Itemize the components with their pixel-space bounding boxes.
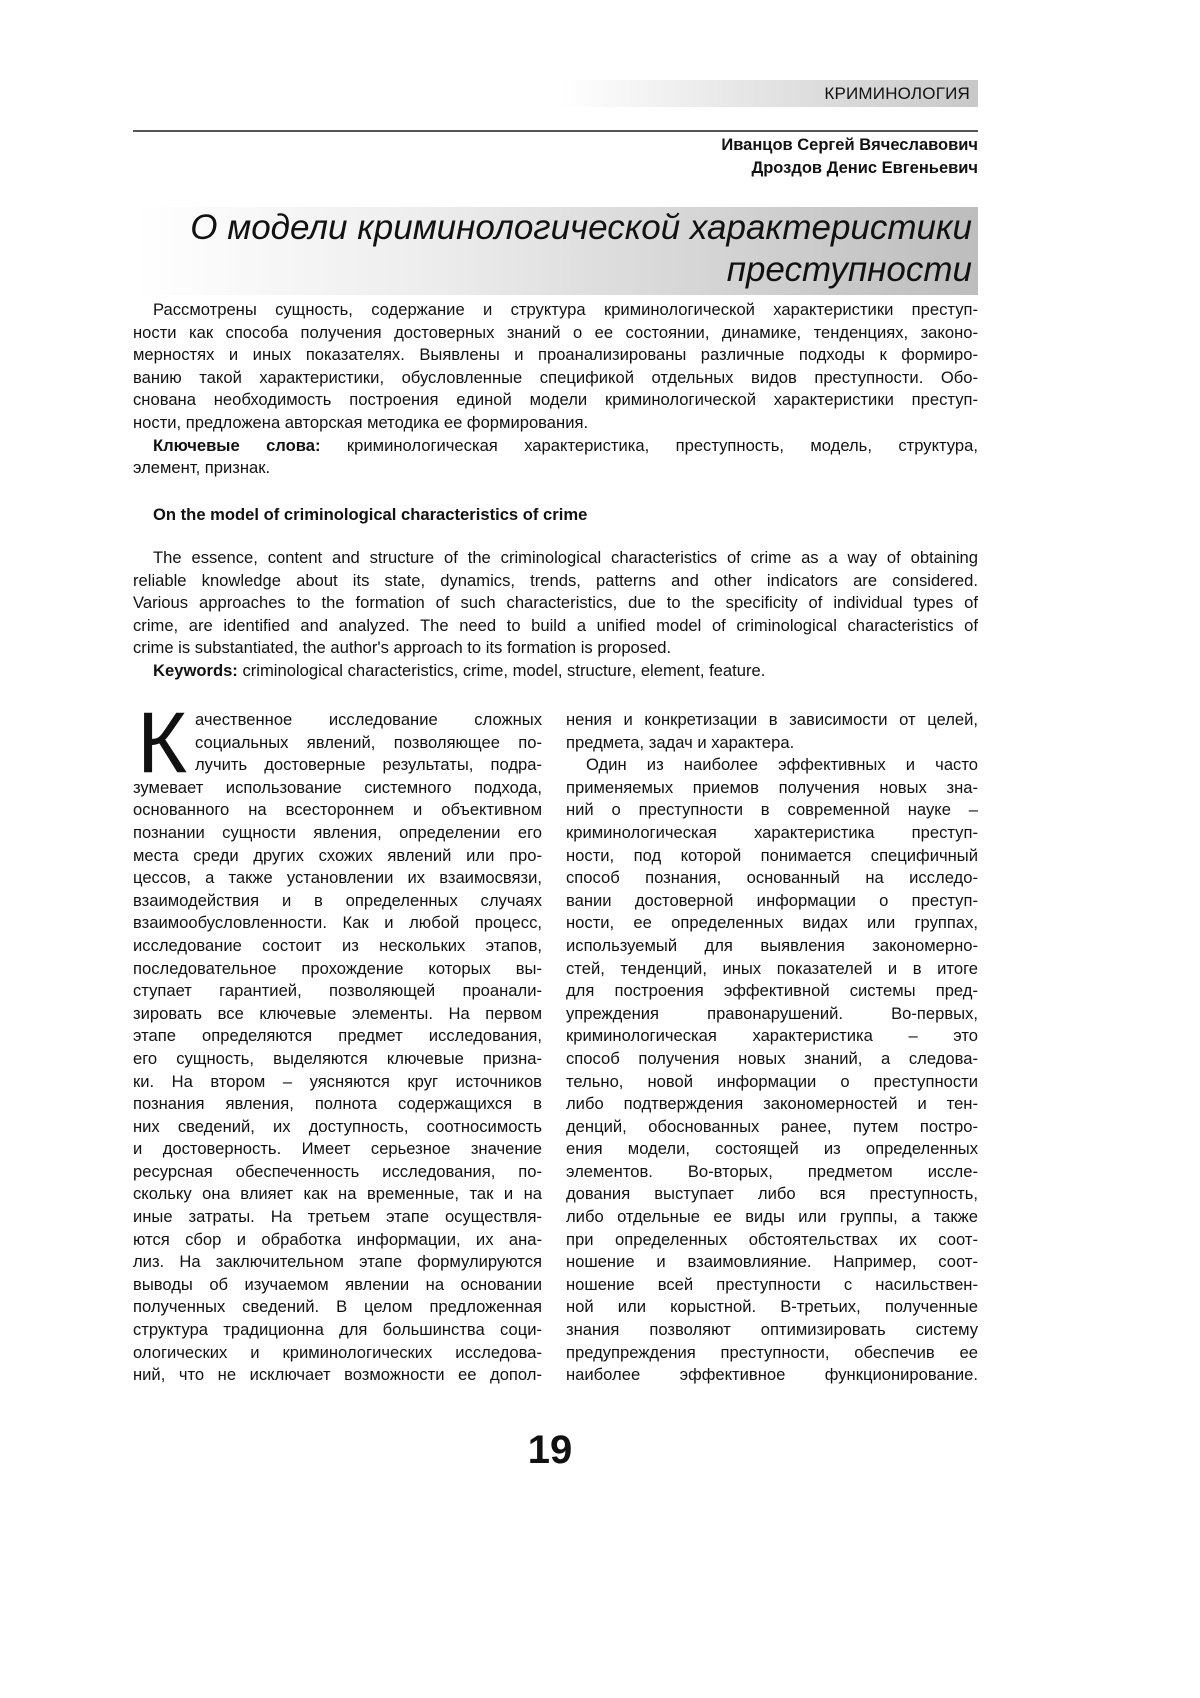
- author-1: Иванцов Сергей Вячеславович: [721, 136, 978, 155]
- text-line: [566, 935, 978, 958]
- line-text: либо отдельные ее виды или группы, а также: [566, 1207, 978, 1226]
- line-text: ступает гарантией, позволяющей проанали-: [133, 981, 542, 1000]
- line-text: знания позволяют оптимизировать систему: [566, 1320, 978, 1339]
- text-line: [133, 1071, 542, 1094]
- line-text: зумевает использование системного подхода,: [133, 778, 542, 797]
- line-text: элементов. Во-вторых, предметом иссле-: [566, 1162, 978, 1181]
- text-line: [133, 958, 542, 981]
- text-line: [566, 1048, 978, 1071]
- text-line: [566, 1093, 978, 1116]
- line-text: либо подтверждения закономерностей и тен-: [566, 1094, 978, 1113]
- column-right: [566, 709, 978, 1387]
- section-header: [560, 80, 978, 107]
- line-text: ения модели, состоящей из определенных: [566, 1139, 978, 1158]
- line-text: Various approaches to the formation of such characteristics, due to the specificity of individual types of: [133, 593, 978, 612]
- line-text: выводы об изучаемом явлении на основании: [133, 1275, 542, 1294]
- text-line: [133, 547, 978, 570]
- line-text: последовательное прохождение которых вы-: [133, 959, 542, 978]
- line-text: тельно, новой информации о преступности: [566, 1072, 978, 1091]
- text-line: [133, 1364, 542, 1387]
- text-line: [566, 1025, 978, 1048]
- text-line: [133, 1206, 542, 1229]
- text-line: [133, 777, 542, 800]
- header-rule: [133, 130, 978, 132]
- line-text: мерностях и иных показателях. Выявлены и проанализированы различные подходы к формиро-: [133, 345, 978, 364]
- line-text: познания явления, полнота содержащихся в: [133, 1094, 542, 1113]
- keywords-label: Ключевые слова:: [153, 436, 321, 455]
- line-text: элемент, признак.: [133, 458, 270, 477]
- line-text: применяемых приемов получения новых зна-: [566, 778, 978, 797]
- text-line: [566, 754, 978, 777]
- line-text: основанного на всестороннем и объективном: [133, 800, 542, 819]
- line-text: иные затраты. На третьем этапе осуществля-: [133, 1207, 542, 1226]
- line-text: способ познания, основанный на исследо-: [566, 868, 978, 887]
- text-line: [133, 1161, 542, 1184]
- line-text: ются сбор и обработка информации, их ана-: [133, 1230, 542, 1249]
- line-text: ности как способа получения достоверных знаний о ее состоянии, динамике, тенденциях, законо-: [133, 323, 978, 342]
- text-line: [566, 1251, 978, 1274]
- title-line-1: О модели криминологической характеристики: [133, 207, 978, 249]
- line-text: криминологическая характеристика, преступность, модель, структура,: [321, 436, 978, 455]
- text-line: [133, 1229, 542, 1252]
- text-line: [133, 1116, 542, 1139]
- line-text: ки. На втором – уясняются круг источников: [133, 1072, 542, 1091]
- line-text: для построения эффективной системы пред-: [566, 981, 978, 1000]
- text-line: [566, 845, 978, 868]
- text-line: [133, 799, 542, 822]
- line-text: познании сущности явления, определении его: [133, 823, 542, 842]
- section-label: КРИМИНОЛОГИЯ: [824, 84, 970, 104]
- text-line: [566, 1138, 978, 1161]
- line-text: снована необходимость построения единой модели криминологической характеристики преступ-: [133, 390, 978, 409]
- column-left: [133, 709, 542, 1387]
- text-line: [133, 1025, 542, 1048]
- line-text: социальных явлений, позволяющее по-: [195, 733, 542, 752]
- text-line: [133, 867, 542, 890]
- text-line: [133, 344, 978, 367]
- drop-cap: К: [137, 700, 187, 786]
- text-line: [566, 1229, 978, 1252]
- line-text: стей, тенденций, иных показателей и в итоге: [566, 959, 978, 978]
- line-text: и достоверность. Имеет серьезное значение: [133, 1139, 542, 1158]
- line-text: ной или корыстной. В-третьих, полученные: [566, 1297, 978, 1316]
- text-line: [566, 822, 978, 845]
- line-text: Один из наиболее эффективных и часто: [586, 755, 978, 774]
- text-line: [133, 299, 978, 322]
- line-text: предупреждения преступности, обеспечив ее: [566, 1343, 978, 1362]
- text-line: [133, 912, 542, 935]
- line-text: криминологическая характеристика – это: [566, 1026, 978, 1045]
- line-text: ности, ее определенных видах или группах,: [566, 913, 978, 932]
- text-line: [133, 1296, 542, 1319]
- line-text: этапе определяются предмет исследования,: [133, 1026, 542, 1045]
- line-text: них сведений, их доступность, соотносимость: [133, 1117, 542, 1136]
- line-text: reliable knowledge about its state, dynamics, trends, patterns and other indicators are considered.: [133, 571, 978, 590]
- line-text: ванию такой характеристики, обусловленные спецификой отдельных видов преступности. Обо-: [133, 368, 978, 387]
- text-line: [566, 1071, 978, 1094]
- title-line-2: преступности: [133, 249, 978, 291]
- text-line: [133, 822, 542, 845]
- english-title: On the model of criminological characteristics of crime: [153, 505, 587, 525]
- text-line: [566, 1296, 978, 1319]
- line-text: взаимообусловленности. Как и любой процесс,: [133, 913, 542, 932]
- text-line: [133, 1048, 542, 1071]
- text-line: [566, 1274, 978, 1297]
- line-text: ний, что не исключает возможности ее допол-: [133, 1365, 542, 1384]
- line-text: упреждения правонарушений. Во-первых,: [566, 1004, 978, 1023]
- text-line: [566, 777, 978, 800]
- text-line: [133, 890, 542, 913]
- text-line: [566, 732, 978, 755]
- text-line: [133, 389, 978, 412]
- abstract-ru: [133, 299, 978, 480]
- text-line: [133, 845, 542, 868]
- line-text: предмета, задач и характера.: [566, 733, 794, 752]
- text-line: [566, 1342, 978, 1365]
- line-text: вании достоверной информации о преступ-: [566, 891, 978, 910]
- text-line: [133, 1183, 542, 1206]
- text-line: [566, 1183, 978, 1206]
- line-text: зировать все ключевые элементы. На первом: [133, 1004, 542, 1023]
- line-text: Рассмотрены сущность, содержание и структура криминологической характеристики преступ-: [153, 300, 978, 319]
- text-line: [133, 1251, 542, 1274]
- text-line: [133, 367, 978, 390]
- text-line: [566, 709, 978, 732]
- text-line: [133, 732, 542, 755]
- text-line: [133, 1319, 542, 1342]
- text-line: [566, 1003, 978, 1026]
- line-text: способ получения новых знаний, а следова-: [566, 1049, 978, 1068]
- text-line: [133, 1003, 542, 1026]
- line-text: при определенных обстоятельствах их соот-: [566, 1230, 978, 1249]
- abstract-en: [133, 547, 978, 683]
- page-number: 19: [0, 1428, 1100, 1473]
- line-text: структура традиционна для большинства соци-: [133, 1320, 542, 1339]
- text-line: [133, 935, 542, 958]
- line-text: ресурсная обеспеченность исследования, по-: [133, 1162, 542, 1181]
- author-2: Дроздов Денис Евгеньевич: [751, 159, 978, 178]
- line-text: The essence, content and structure of the criminological characteristics of crime as a way of obtaining: [153, 548, 978, 567]
- text-line: [133, 1138, 542, 1161]
- line-text: ности, предложена авторская методика ее формирования.: [133, 413, 588, 432]
- text-line: [566, 890, 978, 913]
- line-text: дования выступает либо вся преступность,: [566, 1184, 978, 1203]
- line-text: цессов, а также установлении их взаимосвязи,: [133, 868, 542, 887]
- text-line: [566, 912, 978, 935]
- text-line: [133, 322, 978, 345]
- line-text: ачественное исследование сложных: [195, 710, 542, 729]
- line-text: его сущность, выделяются ключевые призна-: [133, 1049, 542, 1068]
- line-text: полученных сведений. В целом предложенная: [133, 1297, 542, 1316]
- text-line: [133, 709, 542, 732]
- text-line: [566, 1116, 978, 1139]
- text-line: [566, 958, 978, 981]
- text-line: [133, 980, 542, 1003]
- text-line: [133, 1342, 542, 1365]
- line-text: взаимодействия и в определенных случаях: [133, 891, 542, 910]
- line-text: лучить достоверные результаты, подра-: [195, 755, 542, 774]
- text-line: [133, 637, 978, 660]
- text-line: [566, 867, 978, 890]
- text-line: [133, 615, 978, 638]
- line-text: criminological characteristics, crime, model, structure, element, feature.: [238, 661, 766, 680]
- text-line: [133, 412, 978, 435]
- line-text: ношение всей преступности с насильствен-: [566, 1275, 978, 1294]
- article-title: [133, 207, 978, 295]
- line-text: исследование состоит из нескольких этапов,: [133, 936, 542, 955]
- text-line: [566, 1364, 978, 1387]
- line-text: ности, под которой понимается специфичный: [566, 846, 978, 865]
- line-text: ний о преступности в современной науке –: [566, 800, 978, 819]
- text-line: [566, 799, 978, 822]
- text-line: [133, 457, 978, 480]
- text-line: [133, 1274, 542, 1297]
- text-line: [566, 1206, 978, 1229]
- line-text: наиболее эффективное функционирование.: [566, 1365, 978, 1384]
- keywords-label: Keywords:: [153, 661, 238, 680]
- text-line: [566, 980, 978, 1003]
- line-text: crime is substantiated, the author's approach to its formation is proposed.: [133, 638, 671, 657]
- text-line: [133, 1093, 542, 1116]
- line-text: криминологическая характеристика преступ-: [566, 823, 978, 842]
- line-text: используемый для выявления закономерно-: [566, 936, 978, 955]
- line-text: ологических и криминологических исследова-: [133, 1343, 542, 1362]
- line-text: денций, обоснованных ранее, путем постро-: [566, 1117, 978, 1136]
- line-text: места среди других схожих явлений или про-: [133, 846, 542, 865]
- line-text: crime, are identified and analyzed. The need to build a unified model of criminological characteristics of: [133, 616, 978, 635]
- text-line: [133, 570, 978, 593]
- text-line: [133, 660, 978, 683]
- line-text: лиз. На заключительном этапе формулируются: [133, 1252, 542, 1271]
- text-line: [133, 592, 978, 615]
- text-line: [133, 754, 542, 777]
- line-text: ношение и взаимовлияние. Например, соот-: [566, 1252, 978, 1271]
- text-line: [133, 435, 978, 458]
- line-text: нения и конкретизации в зависимости от целей,: [566, 710, 978, 729]
- text-line: [566, 1319, 978, 1342]
- text-line: [566, 1161, 978, 1184]
- line-text: скольку она влияет как на временные, так и на: [133, 1184, 542, 1203]
